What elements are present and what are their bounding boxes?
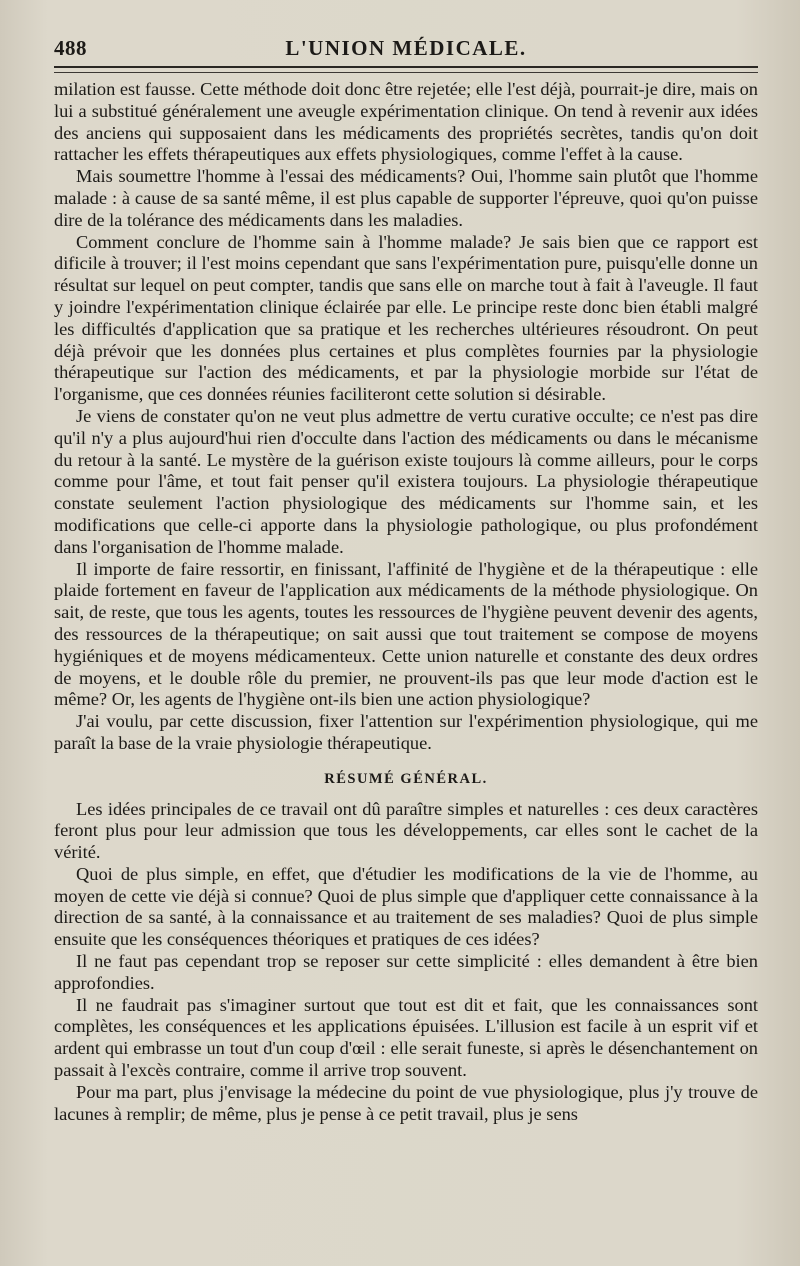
page-number: 488 bbox=[54, 36, 87, 60]
header-rule-thin bbox=[54, 72, 758, 73]
paragraph: Il ne faut pas cependant trop se reposer sur cette simplicité : elles demandent à être bien approfondies. bbox=[54, 951, 758, 993]
paragraph: Mais soumettre l'homme à l'essai des médicaments? Oui, l'homme sain plutôt que l'homme malade : à cause de sa santé même, il est plus capable de supporter l'épreuve, quoi qu'on puisse dire de la tolérance des médicaments dans les maladies. bbox=[54, 166, 758, 230]
paragraph: Pour ma part, plus j'envisage la médecine du point de vue physiologique, plus j'y trouve de lacunes à remplir; de même, plus je pense à ce petit travail, plus je sens bbox=[54, 1081, 758, 1124]
paragraph: Il ne faudrait pas s'imaginer surtout que tout est dit et fait, que les connaissances sont complètes, les conséquences et les applications épuisées. L'illusion est facile à un esprit vif et ardent qui embrasse un tout d'un coup d'œil : elle serait funeste, si après le désenchantement on passait à l'excès contraire, comme il arrive trop souvent. bbox=[54, 994, 758, 1081]
journal-title: L'UNION MÉDICALE. bbox=[285, 36, 527, 60]
paragraph: J'ai voulu, par cette discussion, fixer l'attention sur l'expérimention physiologique, qui me paraît la base de la vraie physiologie thérapeutique. bbox=[54, 711, 758, 753]
paragraph: Je viens de constater qu'on ne veut plus admettre de vertu curative occulte; ce n'est pas dire qu'il n'y a plus aujourd'hui rien d'occulte dans l'action des médicaments ou dans le mécanisme du retour à la santé. Le mystère de la guérison existe toujours là comme ailleurs, pour le corps comme pour l'âme, et tout fait penser qu'il existera toujours. La physiologie thérapeutique constate seulement l'action physiologique des médicaments sur l'homme sain, et les modifications que celle-ci apporte dans la physiologie pathologique, ou plus profondément dans l'organisation de l'homme malade. bbox=[54, 405, 758, 557]
body-text bbox=[54, 79, 758, 1125]
running-header bbox=[54, 30, 758, 66]
paragraph: Il importe de faire ressortir, en finissant, l'affinité de l'hygiène et de la thérapeutique : elle plaide fortement en faveur de l'application aux médicaments de la méthode physiologique. On sait, de reste, que tous les agents, toutes les ressources de l'hygiène peuvent devenir des agents, des ressources de la thérapeutique; on sait aussi que tout traitement se compose de moyens hygiéniques et de moyens médicamenteux. Cette union naturelle et constante des deux ordres de moyens, et le double rôle du premier, ne prouvent-ils pas que leur mode d'action est le même? Or, les agents de l'hygiène ont-ils bien une action physiologique? bbox=[54, 558, 758, 710]
header-rule bbox=[54, 66, 758, 68]
paragraph: Comment conclure de l'homme sain à l'homme malade? Je sais bien que ce rapport est dificile à trouver; il l'est moins cependant que sans l'expérimentation pure, puisqu'elle donne un résultat sur lequel on peut compter, tandis que sans elle on marche tout à fait à l'aveugle. Il faut y joindre l'expérimentation clinique éclairée par elle. Le principe reste donc bien établi malgré les difficultés d'application que sa pratique et les recherches ultérieures résoudront. On peut déjà prévoir que les données plus certaines et plus complètes fournies par la physiologie thérapeutique sur l'action des médicaments, et par la physiologie morbide sur l'état de l'organisme, que ces données réunies faciliteront cette solution si désirable. bbox=[54, 231, 758, 405]
paragraph: Les idées principales de ce travail ont dû paraître simples et naturelles : ces deux caractères feront plus pour leur admission que tous les développements, car elles sont le cachet de la vérité. bbox=[54, 798, 758, 863]
paragraph: Quoi de plus simple, en effet, que d'étudier les modifications de la vie de l'homme, au moyen de cette vie déjà si connue? Quoi de plus simple que d'appliquer cette connaissance à la direction de sa santé, à la connaissance et au traitement de ses maladies? Quoi de plus simple ensuite que les conséquences théoriques et pratiques de ces idées? bbox=[54, 863, 758, 950]
paragraph: milation est fausse. Cette méthode doit donc être rejetée; elle l'est déjà, pourrait-je dire, mais on lui a substitué généralement une aveugle expérimentation clinique. On tend à revenir aux idées des anciens qui supposaient dans les médicaments des propriétés secrètes, tandis qu'on doit rattacher les effets thérapeutiques aux effets physiologiques, comme l'effet à la cause. bbox=[54, 79, 758, 165]
section-title: RÉSUMÉ GÉNÉRAL. bbox=[324, 770, 488, 787]
